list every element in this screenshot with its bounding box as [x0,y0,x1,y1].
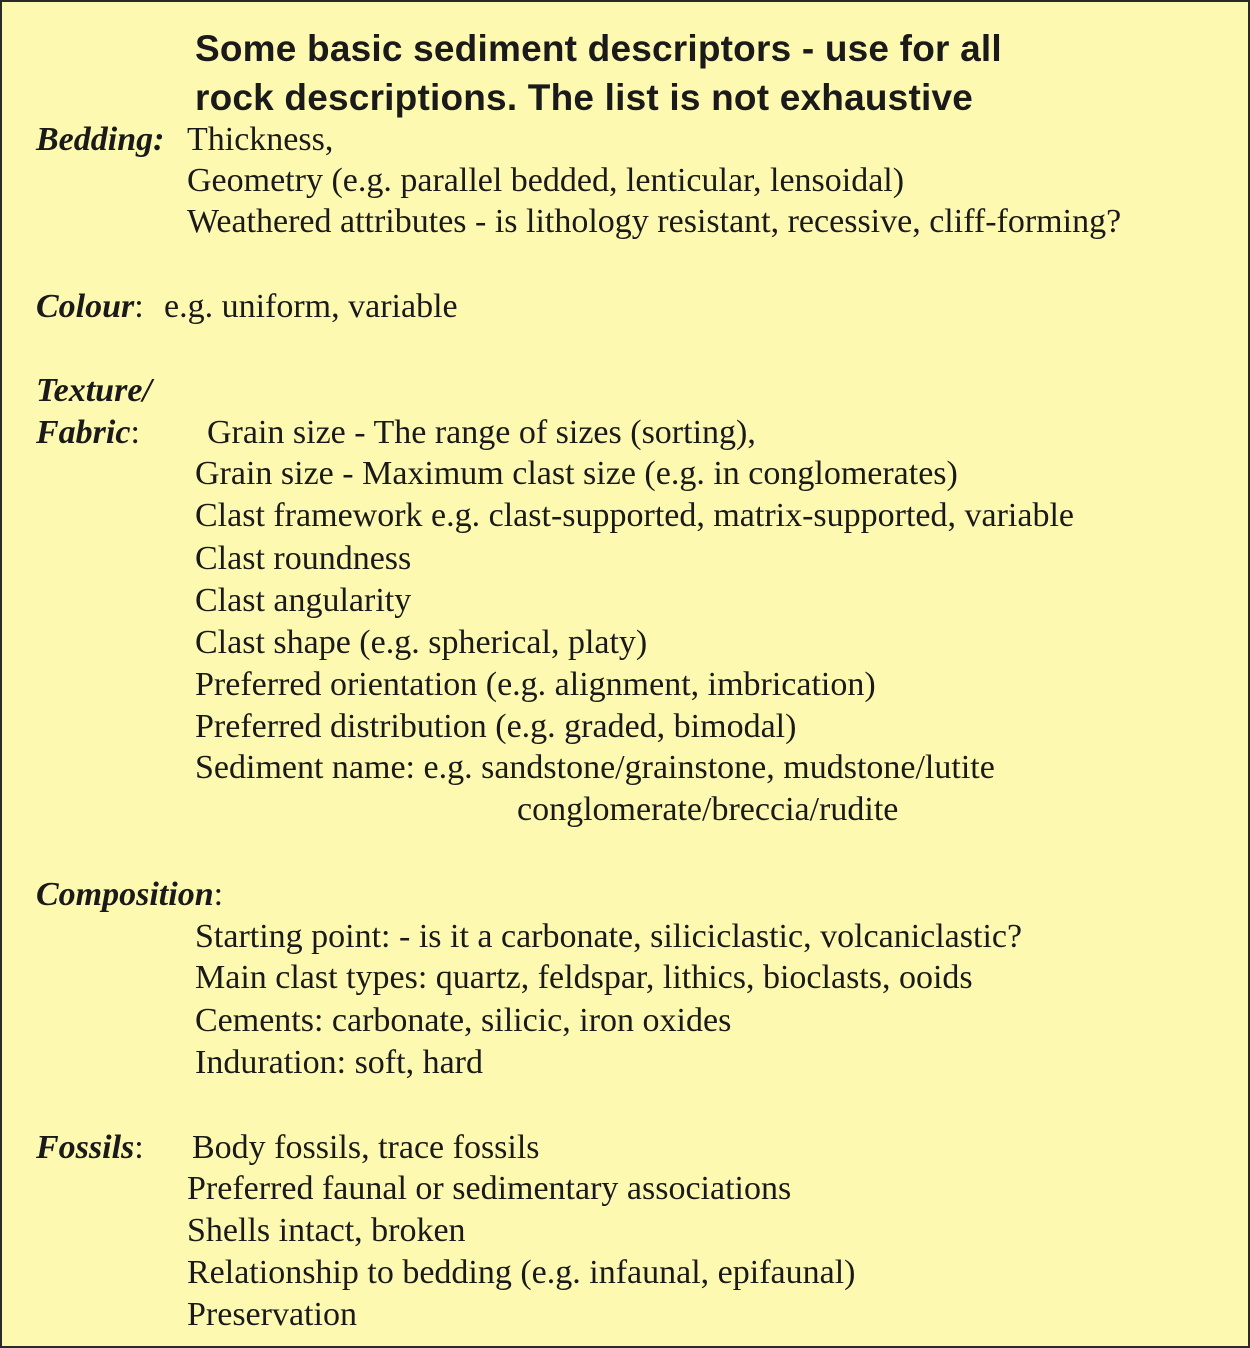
fossils-label-colon: : [134,1129,144,1166]
texture-item-shape: Clast shape (e.g. spherical, platy) [195,624,648,661]
fabric-label-text: Fabric [36,414,131,451]
composition-label [36,874,223,916]
composition-item-induration: Induration: soft, hard [195,1044,483,1081]
colour-label [36,286,144,328]
texture-item-sediment-name-cont: conglomerate/breccia/rudite [517,791,899,828]
composition-item-starting-point: Starting point: - is it a carbonate, siliciclastic, volcaniclastic? [195,918,1023,955]
texture-item-distribution: Preferred distribution (e.g. graded, bimodal) [195,708,797,745]
composition-item-cements: Cements: carbonate, silicic, iron oxides [195,1002,732,1039]
fossils-item-body-trace: Body fossils, trace fossils [192,1129,540,1166]
composition-label-text: Composition [36,876,214,913]
composition-item-clast-types: Main clast types: quartz, feldspar, lithics, bioclasts, ooids [195,959,973,996]
fossils-item-relationship: Relationship to bedding (e.g. infaunal, epifaunal) [187,1254,856,1291]
fossils-label-text: Fossils [36,1129,135,1166]
title-line-2: rock descriptions. The list is not exhaustive [195,77,973,118]
colour-label-text: Colour [36,288,135,325]
fossils-label [36,1127,144,1169]
fabric-label [36,412,140,454]
texture-label: Texture/ [36,372,152,409]
bedding-label: Bedding: [36,121,165,158]
fabric-label-colon: : [130,414,140,451]
texture-item-orientation: Preferred orientation (e.g. alignment, imbrication) [195,666,876,703]
texture-item-max-clast: Grain size - Maximum clast size (e.g. in conglomerates) [195,455,958,492]
bedding-item-weathered: Weathered attributes - is lithology resistant, recessive, cliff-forming? [187,203,1122,240]
bedding-item-thickness: Thickness, [187,121,334,158]
texture-item-angularity: Clast angularity [195,582,412,619]
texture-item-sediment-name: Sediment name: e.g. sandstone/grainstone, mudstone/lutite [195,749,995,786]
fossils-item-preservation: Preservation [187,1296,357,1333]
colour-text: e.g. uniform, variable [164,288,458,325]
title-line-1: Some basic sediment descriptors - use for all [195,28,1002,69]
composition-label-colon: : [213,876,224,913]
panel-title [195,24,1002,122]
colour-label-colon: : [134,288,144,325]
fossils-item-shells: Shells intact, broken [187,1212,466,1249]
texture-item-framework: Clast framework e.g. clast-supported, matrix-supported, variable [195,497,1075,534]
texture-item-sorting: Grain size - The range of sizes (sorting), [207,414,756,451]
bedding-item-geometry: Geometry (e.g. parallel bedded, lenticular, lensoidal) [187,162,905,199]
texture-item-roundness: Clast roundness [195,540,412,577]
fossils-item-associations: Preferred faunal or sedimentary associations [187,1170,792,1207]
